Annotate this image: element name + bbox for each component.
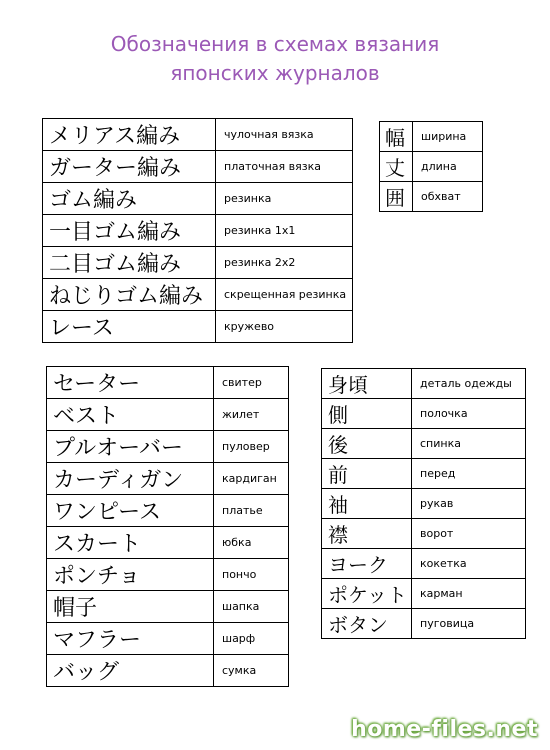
japanese-term: 一目ゴム編み [43,215,216,247]
russian-translation: кружево [216,311,353,343]
russian-translation: сумка [214,655,289,687]
table-row [322,369,526,399]
table-row [43,151,353,183]
russian-translation: спинка [412,429,526,459]
watermark: home-files.net [351,717,538,742]
japanese-term: 袖 [322,489,412,519]
japanese-term: 身頃 [322,369,412,399]
russian-translation: кардиган [214,463,289,495]
russian-translation: пуловер [214,431,289,463]
russian-translation: деталь одежды [412,369,526,399]
russian-translation: пончо [214,559,289,591]
table-row [322,459,526,489]
table-row [47,463,289,495]
japanese-term: ワンピース [47,495,214,527]
japanese-term: メリアス編み [43,119,216,151]
russian-translation: перед [412,459,526,489]
table-row [43,215,353,247]
table-row [322,429,526,459]
japanese-term: マフラー [47,623,214,655]
table-row [322,609,526,639]
japanese-term: 囲 [380,182,413,212]
table-row [322,579,526,609]
russian-translation: жилет [214,399,289,431]
russian-translation: шарф [214,623,289,655]
table-row [380,182,483,212]
japanese-term: ゴム編み [43,183,216,215]
japanese-term: ベスト [47,399,214,431]
russian-translation: рукав [412,489,526,519]
table-row [43,247,353,279]
table-row [322,519,526,549]
table-row [47,399,289,431]
table-row [322,399,526,429]
japanese-term: 後 [322,429,412,459]
japanese-term: ヨーク [322,549,412,579]
russian-translation: резинка 1х1 [216,215,353,247]
japanese-term: ガーター編み [43,151,216,183]
japanese-term: プルオーバー [47,431,214,463]
russian-translation: кокетка [412,549,526,579]
table-row [47,431,289,463]
japanese-term: バッグ [47,655,214,687]
title-line-2: японских журналов [170,61,380,85]
russian-translation: скрещенная резинка [216,279,353,311]
measures-table [379,121,483,212]
page-title [0,30,550,88]
garments-table [46,366,289,687]
table-row [322,489,526,519]
japanese-term: ポケット [322,579,412,609]
japanese-term: セーター [47,367,214,399]
russian-translation: юбка [214,527,289,559]
japanese-term: 襟 [322,519,412,549]
russian-translation: карман [412,579,526,609]
russian-translation: платье [214,495,289,527]
table-row [380,152,483,182]
japanese-term: ねじりゴム編み [43,279,216,311]
parts-table [321,368,526,639]
russian-translation: резинка [216,183,353,215]
russian-translation: полочка [412,399,526,429]
russian-translation: ворот [412,519,526,549]
title-line-1: Обозначения в схемах вязания [110,32,440,56]
table-row [380,122,483,152]
table-row [47,591,289,623]
russian-translation: платочная вязка [216,151,353,183]
japanese-term: 二目ゴム編み [43,247,216,279]
japanese-term: レース [43,311,216,343]
table-row [43,119,353,151]
japanese-term: スカート [47,527,214,559]
table-row [43,279,353,311]
japanese-term: ボタン [322,609,412,639]
japanese-term: カーディガン [47,463,214,495]
table-row [47,367,289,399]
russian-translation: чулочная вязка [216,119,353,151]
russian-translation: пуговица [412,609,526,639]
japanese-term: ポンチョ [47,559,214,591]
table-row [47,623,289,655]
japanese-term: 幅 [380,122,413,152]
russian-translation: обхват [413,182,483,212]
stitches-table [42,118,353,343]
japanese-term: 前 [322,459,412,489]
japanese-term: 帽子 [47,591,214,623]
table-row [43,183,353,215]
table-row [47,559,289,591]
russian-translation: свитер [214,367,289,399]
table-row [47,655,289,687]
russian-translation: резинка 2х2 [216,247,353,279]
table-row [322,549,526,579]
table-row [47,527,289,559]
table-row [47,495,289,527]
japanese-term: 丈 [380,152,413,182]
table-row [43,311,353,343]
japanese-term: 側 [322,399,412,429]
russian-translation: ширина [413,122,483,152]
russian-translation: шапка [214,591,289,623]
russian-translation: длина [413,152,483,182]
